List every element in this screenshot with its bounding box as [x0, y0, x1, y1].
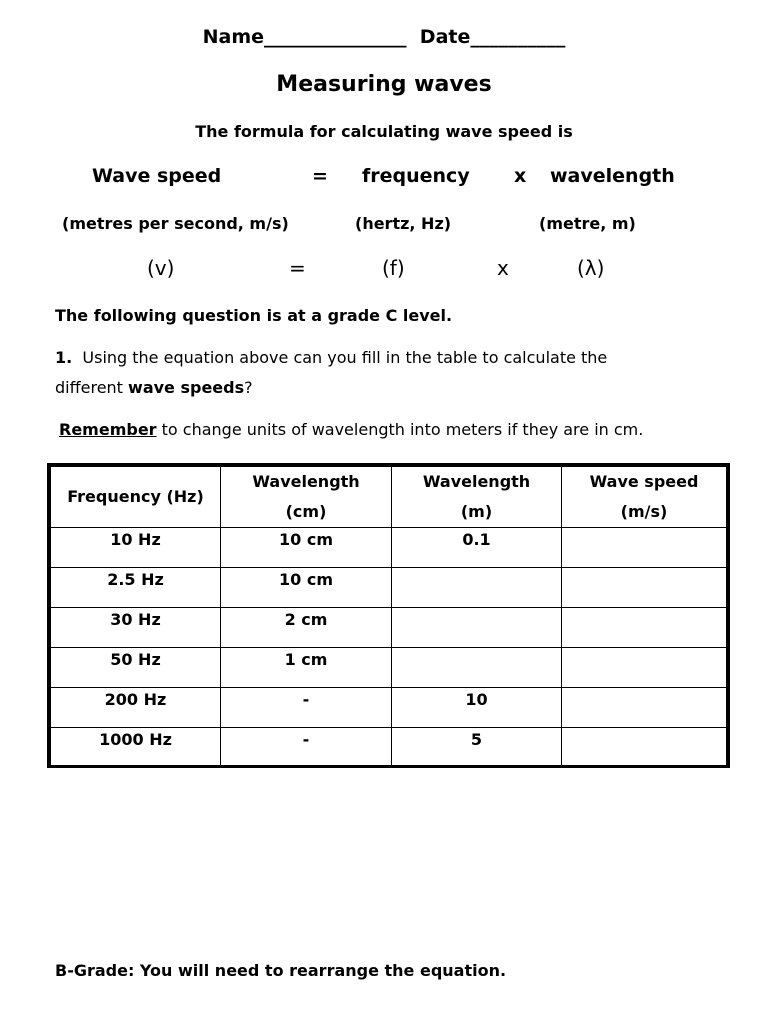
formula-frequency: frequency — [362, 165, 470, 187]
cell-wavelength-cm: - — [221, 728, 392, 768]
formula-wavelength: wavelength — [550, 165, 675, 187]
header-label: Wavelength — [252, 472, 360, 491]
cell-wavelength-m[interactable]: 10 — [392, 688, 562, 728]
cell-frequency: 50 Hz — [51, 648, 221, 688]
formula-times: x — [514, 165, 527, 187]
question-text: Using the equation above can you fill in the table to calculate the — [82, 348, 608, 367]
symbol-v: (v) — [147, 256, 175, 280]
symbol-equals: = — [289, 256, 306, 280]
question-text-prefix: different — [55, 378, 129, 397]
header-line — [0, 26, 768, 48]
formula-wave-speed: Wave speed — [92, 165, 222, 187]
cell-wave-speed[interactable] — [562, 688, 727, 728]
question-1-line-2 — [55, 378, 253, 397]
cell-frequency: 2.5 Hz — [51, 568, 221, 608]
cell-wavelength-cm: 10 cm — [221, 568, 392, 608]
symbol-lambda: (λ) — [577, 256, 605, 280]
symbol-times: x — [497, 256, 509, 280]
b-grade-note: B-Grade: You will need to rearrange the equation. — [55, 961, 507, 980]
wave-speed-table — [47, 463, 730, 768]
name-field-label: Name_______________ — [202, 26, 407, 48]
table-row — [51, 648, 727, 688]
cell-frequency: 1000 Hz — [51, 728, 221, 768]
cell-wavelength-m[interactable]: 5 — [392, 728, 562, 768]
header-label: Wavelength — [422, 472, 531, 491]
cell-wavelength-cm: - — [221, 688, 392, 728]
cell-wavelength-m[interactable]: 0.1 — [392, 528, 562, 568]
header-frequency — [51, 467, 221, 528]
header-unit: (m/s) — [620, 502, 668, 521]
cell-wavelength-m[interactable] — [392, 568, 562, 608]
table-row — [51, 528, 727, 568]
header-wavelength-m — [392, 467, 562, 528]
cell-wavelength-m[interactable] — [392, 608, 562, 648]
cell-wave-speed[interactable] — [562, 608, 727, 648]
symbol-f: (f) — [382, 256, 405, 280]
cell-wavelength-cm: 2 cm — [221, 608, 392, 648]
header-label: Frequency (Hz) — [67, 487, 204, 506]
grade-c-note: The following question is at a grade C level. — [55, 306, 453, 325]
cell-frequency: 10 Hz — [51, 528, 221, 568]
cell-wave-speed[interactable] — [562, 728, 727, 768]
header-wavelength-cm — [221, 467, 392, 528]
cell-wavelength-cm: 10 cm — [221, 528, 392, 568]
formula-equals: = — [312, 165, 328, 187]
question-number: 1. — [55, 348, 73, 367]
unit-frequency: (hertz, Hz) — [355, 214, 452, 233]
unit-wavelength: (metre, m) — [539, 214, 636, 233]
cell-frequency: 30 Hz — [51, 608, 221, 648]
formula-intro: The formula for calculating wave speed is — [195, 122, 573, 141]
cell-frequency: 200 Hz — [51, 688, 221, 728]
table-row — [51, 728, 727, 768]
table-row — [51, 608, 727, 648]
header-unit: (m) — [460, 502, 493, 521]
header-label: Wave speed — [589, 472, 699, 491]
page-title: Measuring waves — [276, 72, 492, 97]
cell-wave-speed[interactable] — [562, 568, 727, 608]
cell-wavelength-m[interactable] — [392, 648, 562, 688]
question-text-suffix: ? — [244, 378, 253, 397]
cell-wave-speed[interactable] — [562, 648, 727, 688]
unit-wave-speed: (metres per second, m/s) — [62, 214, 289, 233]
header-unit: (cm) — [285, 502, 327, 521]
remember-keyword: Remember — [59, 420, 157, 439]
cell-wave-speed[interactable] — [562, 528, 727, 568]
remember-note — [59, 420, 643, 439]
table-row — [51, 688, 727, 728]
question-1-line-1 — [55, 348, 607, 367]
header-wave-speed — [562, 467, 727, 528]
table-header-row — [51, 467, 727, 528]
cell-wavelength-cm: 1 cm — [221, 648, 392, 688]
question-keyword: wave speeds — [128, 378, 245, 397]
remember-text: to change units of wavelength into meters if they are in cm. — [156, 420, 644, 439]
table-row — [51, 568, 727, 608]
date-field-label: Date__________ — [419, 26, 566, 48]
